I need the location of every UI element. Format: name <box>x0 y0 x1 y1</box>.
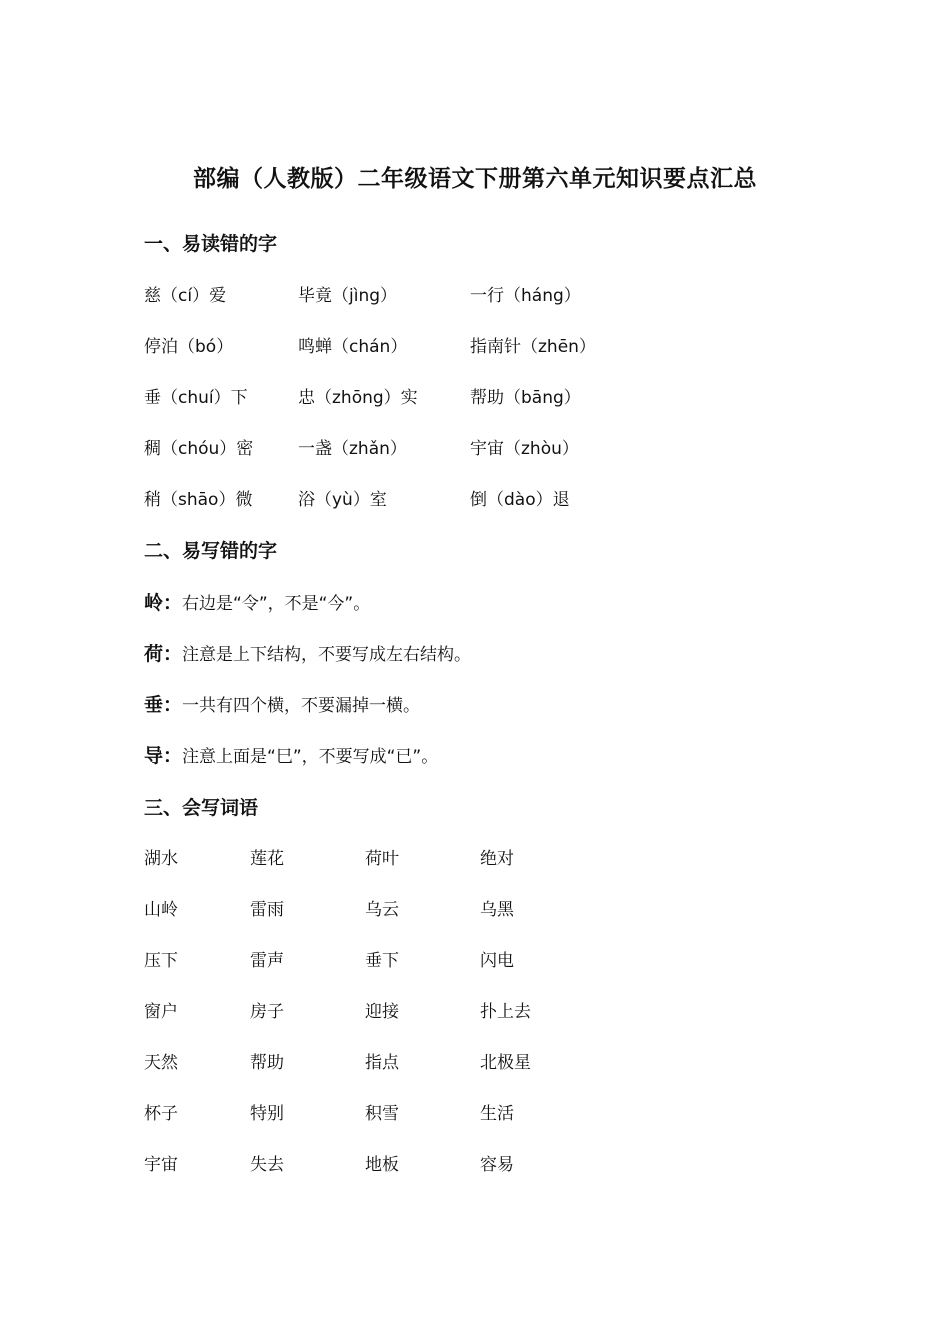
word-row <box>144 1150 844 1176</box>
misread-item: 浴（yù）室 <box>298 490 387 510</box>
section-heading-misread: 一、易读错的字 <box>144 233 278 255</box>
misread-item: 垂（chuí）下 <box>144 388 248 408</box>
word-item: 乌云 <box>365 900 399 920</box>
word-item: 莲花 <box>250 849 284 869</box>
word-item: 帮助 <box>250 1053 284 1073</box>
word-item: 地板 <box>365 1155 399 1175</box>
word-item: 雷声 <box>250 951 284 971</box>
misread-item: 忠（zhōng）实 <box>298 388 418 408</box>
word-item: 积雪 <box>365 1104 399 1124</box>
word-item: 垂下 <box>365 951 399 971</box>
word-item: 指点 <box>365 1053 399 1073</box>
misread-item: 慈（cí）爱 <box>144 286 227 306</box>
word-item: 宇宙 <box>144 1155 178 1175</box>
miswritten-item <box>144 588 370 615</box>
miswritten-char: 岭： <box>144 592 183 614</box>
word-item: 容易 <box>480 1155 514 1175</box>
misread-item: 指南针（zhēn） <box>470 337 596 357</box>
word-item: 闪电 <box>480 951 514 971</box>
word-item: 扑上去 <box>480 1002 531 1022</box>
miswritten-note: 右边是“令”，不是“今”。 <box>182 594 371 614</box>
word-item: 迎接 <box>365 1002 399 1022</box>
miswritten-item <box>144 690 420 717</box>
word-row <box>144 895 844 921</box>
word-row <box>144 1048 844 1074</box>
word-item: 北极星 <box>480 1053 531 1073</box>
misread-item: 一盏（zhǎn） <box>298 439 407 459</box>
misread-row <box>144 281 844 307</box>
word-item: 失去 <box>250 1155 284 1175</box>
word-item: 山岭 <box>144 900 178 920</box>
word-item: 压下 <box>144 951 178 971</box>
section-heading-miswritten: 二、易写错的字 <box>144 540 278 562</box>
word-item: 雷雨 <box>250 900 284 920</box>
misread-item: 鸣蝉（chán） <box>298 337 408 357</box>
word-row <box>144 844 844 870</box>
word-row <box>144 946 844 972</box>
word-item: 天然 <box>144 1053 178 1073</box>
word-item: 湖水 <box>144 849 178 869</box>
miswritten-note: 注意是上下结构，不要写成左右结构。 <box>182 645 472 665</box>
misread-item: 毕竟（jìng） <box>298 286 398 306</box>
section-heading-words: 三、会写词语 <box>144 797 259 819</box>
misread-item: 稍（shāo）微 <box>144 490 253 510</box>
word-item: 乌黑 <box>480 900 514 920</box>
word-item: 生活 <box>480 1104 514 1124</box>
word-item: 荷叶 <box>365 849 399 869</box>
miswritten-char: 垂： <box>144 694 183 716</box>
misread-item: 一行（háng） <box>470 286 581 306</box>
word-item: 窗户 <box>144 1002 178 1022</box>
misread-row <box>144 383 844 409</box>
misread-item: 帮助（bāng） <box>470 388 581 408</box>
word-row <box>144 1099 844 1125</box>
miswritten-item <box>144 639 471 666</box>
misread-item: 宇宙（zhòu） <box>470 439 579 459</box>
miswritten-item <box>144 741 438 768</box>
miswritten-note: 一共有四个横，不要漏掉一横。 <box>182 696 421 716</box>
miswritten-char: 导： <box>144 745 183 767</box>
word-item: 特别 <box>250 1104 284 1124</box>
word-item: 房子 <box>250 1002 284 1022</box>
misread-row <box>144 485 844 511</box>
miswritten-note: 注意上面是“巳”，不要写成“已”。 <box>182 747 439 767</box>
misread-row <box>144 434 844 460</box>
misread-item: 停泊（bó） <box>144 337 234 357</box>
misread-item: 倒（dào）退 <box>470 490 570 510</box>
word-item: 绝对 <box>480 849 514 869</box>
word-row <box>144 997 844 1023</box>
miswritten-char: 荷： <box>144 643 183 665</box>
word-item: 杯子 <box>144 1104 178 1124</box>
page-title: 部编（人教版）二年级语文下册第六单元知识要点汇总 <box>193 166 757 192</box>
misread-item: 稠（chóu）密 <box>144 439 254 459</box>
misread-row <box>144 332 844 358</box>
